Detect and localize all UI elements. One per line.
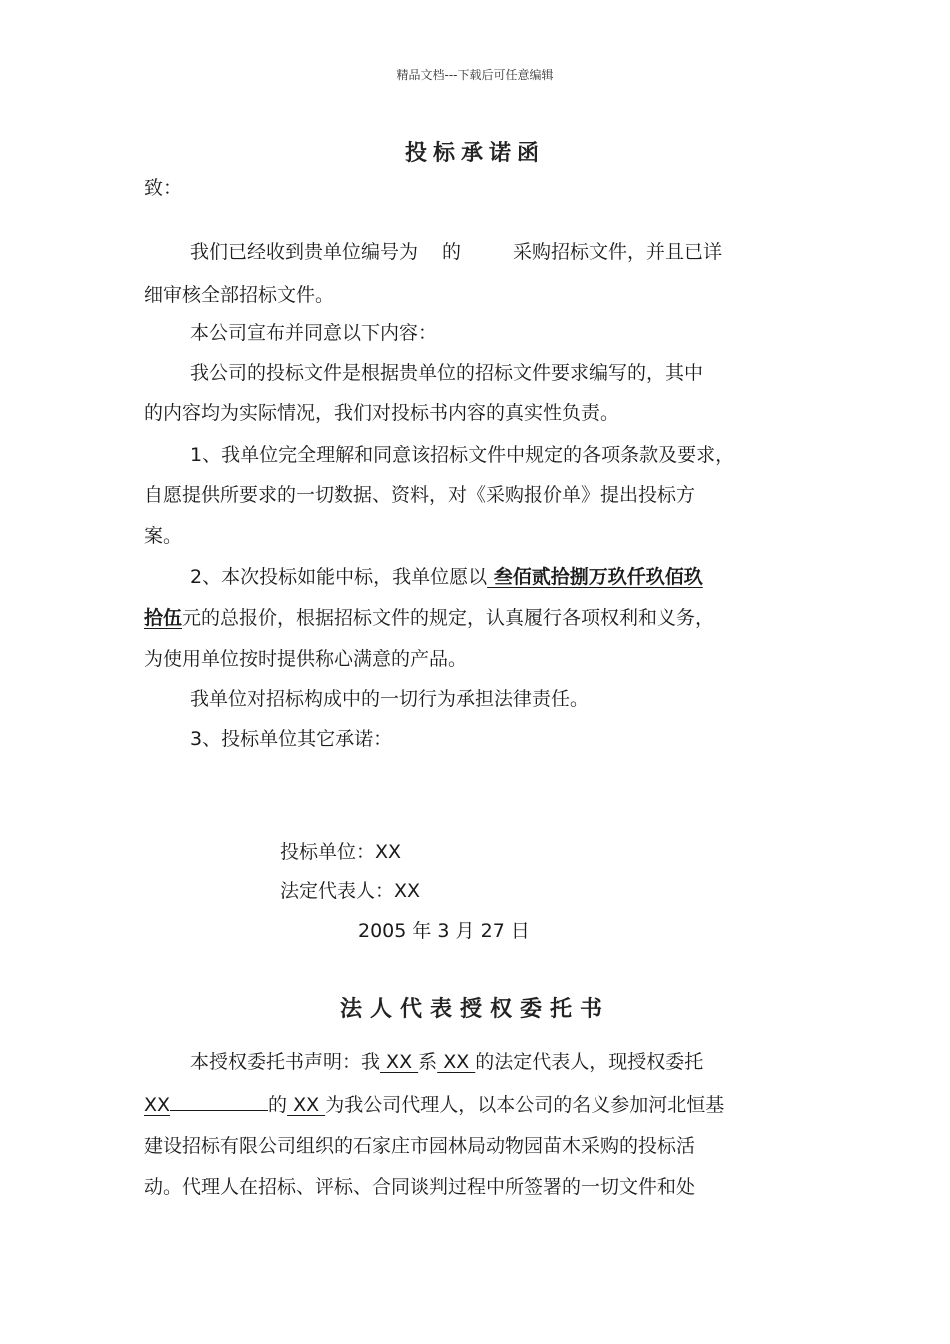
item-2-line-2 — [144, 604, 714, 632]
authorization-text-d: 的 — [268, 1094, 288, 1116]
fill-in-field-4: XX — [287, 1094, 326, 1116]
item-1-line-1: 1、我单位完全理解和同意该招标文件中规定的各项条款及要求， — [190, 444, 735, 466]
paragraph-3-line-1: 我公司的投标文件是根据贵单位的招标文件要求编写的，其中 — [190, 362, 704, 384]
item-1-line-2: 自愿提供所要求的一切数据、资料，对《采购报价单》提出投标方 — [144, 484, 696, 506]
authorization-text-b: 系 — [418, 1051, 438, 1073]
authorization-line-1 — [190, 1048, 703, 1076]
bidder-signature: 投标单位：XX — [280, 841, 402, 863]
salutation: 致： — [144, 177, 183, 199]
authorization-text-c: 的法定代表人，现授权委托 — [475, 1051, 704, 1073]
item-2-text-b: 元的总报价，根据招标文件的规定，认真履行各项权利和义务， — [182, 607, 715, 629]
paragraph-1-line-2: 细审核全部招标文件。 — [144, 284, 335, 306]
authorization-text-a: 本授权委托书声明：我 — [190, 1051, 381, 1073]
authorization-line-2 — [144, 1090, 724, 1119]
page-header: 精品文档---下载后可任意编辑 — [396, 68, 554, 82]
paragraph-1-text-a: 我们已经收到贵单位编号为 — [190, 241, 419, 263]
item-3: 3、投标单位其它承诺： — [190, 728, 393, 750]
item-2-text-a: 2、本次投标如能中标，我单位愿以 — [190, 566, 488, 588]
bid-amount-part-2: 拾伍 — [144, 607, 183, 629]
authorization-line-3: 建设招标有限公司组织的石家庄市园林局动物园苗木采购的投标活 — [144, 1135, 696, 1157]
authorization-text-e: 为我公司代理人，以本公司的名义参加河北恒基 — [325, 1094, 725, 1116]
item-1-line-3: 案。 — [144, 525, 183, 547]
authorization-letter-title: 法人代表授权委托书 — [339, 997, 610, 1022]
paragraph-2: 本公司宣布并同意以下内容： — [190, 322, 438, 344]
fill-in-field-3: XX — [144, 1094, 171, 1116]
paragraph-4: 我单位对招标构成中的一切行为承担法律责任。 — [190, 688, 590, 710]
bid-commitment-title: 投标承诺函 — [404, 141, 545, 166]
fill-in-field-1: XX — [380, 1051, 419, 1073]
item-2-line-1 — [190, 563, 703, 591]
paragraph-1-line-1 — [190, 238, 722, 266]
bid-amount-part-1: 叁佰贰拾捌万玖仟玖佰玖 — [487, 566, 703, 588]
fill-in-blank — [170, 1090, 268, 1111]
item-2-line-3: 为使用单位按时提供称心满意的产品。 — [144, 648, 468, 670]
paragraph-1-text-b: 的 — [442, 241, 462, 263]
paragraph-1-text-c: 采购招标文件，并且已详 — [513, 241, 723, 263]
paragraph-3-line-2: 的内容均为实际情况，我们对投标书内容的真实性负责。 — [144, 402, 620, 424]
fill-in-field-2: XX — [437, 1051, 476, 1073]
authorization-line-4: 动。代理人在招标、评标、合同谈判过程中所签署的一切文件和处 — [144, 1176, 696, 1198]
legal-representative-signature: 法定代表人：XX — [280, 880, 421, 902]
letter-date: 2005 年 3 月 27 日 — [358, 920, 530, 942]
